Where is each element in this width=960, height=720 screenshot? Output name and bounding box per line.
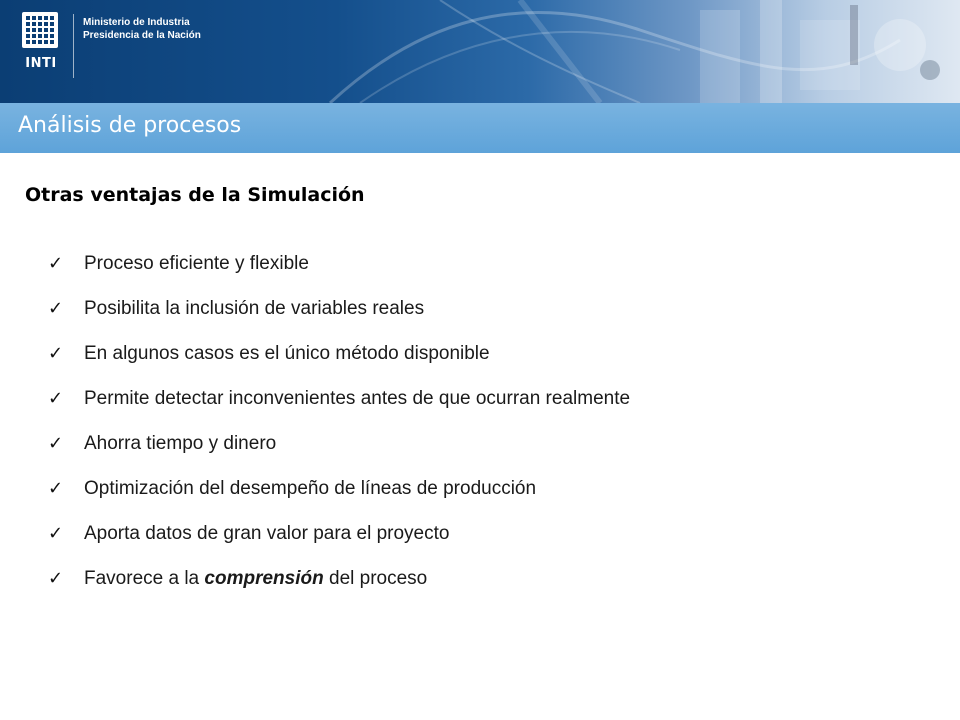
emphasized-word: comprensión <box>204 568 324 589</box>
list-item <box>48 388 630 433</box>
list-item-text: En algunos casos es el único método disponible <box>84 343 490 364</box>
list-item-text: Ahorra tiempo y dinero <box>84 433 277 454</box>
checkmark-icon: ✓ <box>48 388 64 409</box>
list-item <box>48 298 630 343</box>
ministry-line-2: Presidencia de la Nación <box>83 30 201 41</box>
benefits-list <box>48 253 630 613</box>
list-item-text: Optimización del desempeño de líneas de producción <box>84 478 537 499</box>
inti-logo-mark <box>22 12 58 48</box>
checkmark-icon: ✓ <box>48 478 64 499</box>
list-item-text: Posibilita la inclusión de variables reales <box>84 298 425 319</box>
header-divider <box>73 14 74 78</box>
checkmark-icon: ✓ <box>48 433 64 454</box>
checkmark-icon: ✓ <box>48 298 64 319</box>
checkmark-icon: ✓ <box>48 343 64 364</box>
header-banner <box>0 0 960 103</box>
list-item <box>48 343 630 388</box>
list-item <box>48 253 630 298</box>
list-item-text <box>84 568 427 590</box>
list-item-text-before: Favorece a la <box>84 568 205 589</box>
section-heading: Otras ventajas de la Simulación <box>25 184 365 206</box>
list-item <box>48 523 630 568</box>
list-item <box>48 433 630 478</box>
list-item-text: Proceso eficiente y flexible <box>84 253 309 274</box>
list-item <box>48 478 630 523</box>
ministry-label <box>83 16 201 42</box>
list-item-text: Aporta datos de gran valor para el proyecto <box>84 523 450 544</box>
list-item-text: Permite detectar inconvenientes antes de que ocurran realmente <box>84 388 631 409</box>
list-item-text-after: del proceso <box>323 568 428 589</box>
ministry-line-1: Ministerio de Industria <box>83 17 190 28</box>
list-item <box>48 568 630 613</box>
title-bar <box>0 103 960 153</box>
checkmark-icon: ✓ <box>48 568 64 589</box>
inti-grid-logo-icon <box>25 15 55 45</box>
checkmark-icon: ✓ <box>48 523 64 544</box>
checkmark-icon: ✓ <box>48 253 64 274</box>
inti-logo-text: INTI <box>25 56 57 71</box>
slide-title: Análisis de procesos <box>18 113 242 138</box>
